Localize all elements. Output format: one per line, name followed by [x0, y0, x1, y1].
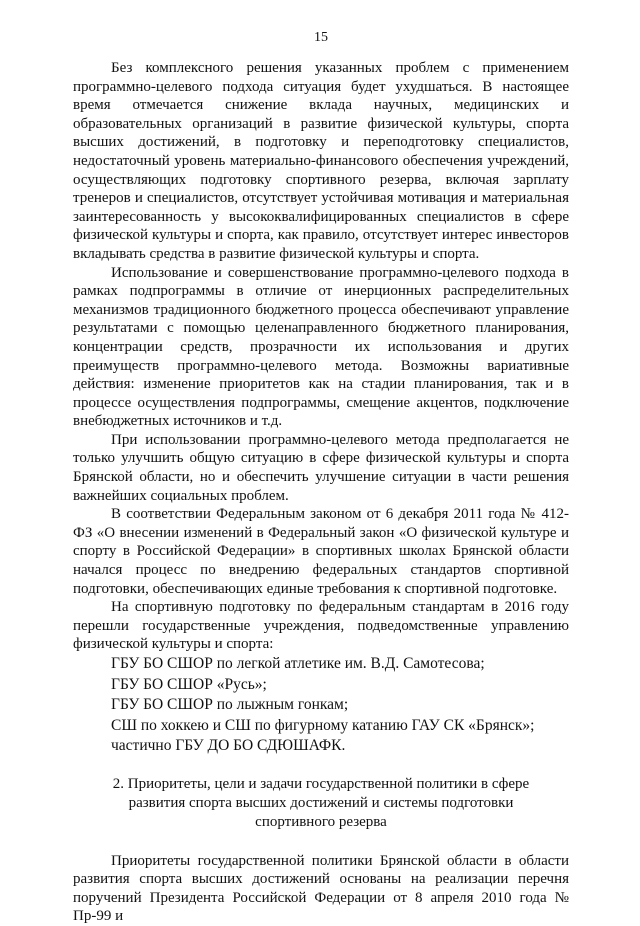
paragraph-problems: Без комплексного решения указанных проблем с применением программно-целевого подхода ситуация будет ухудшаться. В настоящее время отмечается снижение вклада научных, медицинских и образовательных организаций в развитие физической культуры, спорта высших достижений, в подготовку и переподготовку специалистов, недостаточный уровень материально-финансового обеспечения учреждений, осуществляющих подготовку спортивного резерва, включая зарплату тренеров и специалистов, отсутствует устойчивая мотивация и материальная заинтересованность у высококвалифицированных специалистов в сфере физической культуры и спорта, как правило, отсутствует интерес инвесторов вкладывать средства в развитие физической культуры и спорта. — [73, 60, 569, 262]
page-number: 15 — [314, 30, 328, 45]
paragraph-federal-standards: На спортивную подготовку по федеральным стандартам в 2016 году перешли государственные учреждения, подведомственные управлению физической культуры и спорта: — [73, 599, 569, 653]
list-item: ГБУ БО СШОР по легкой атлетике им. В.Д. Самотесова; — [111, 655, 485, 672]
list-item: частично ГБУ ДО БО СДЮШАФК. — [111, 737, 346, 754]
section-heading-line: спортивного резерва — [255, 813, 387, 830]
list-item: СШ по хоккею и СШ по фигурному катанию ГАУ СК «Брянск»; — [111, 716, 535, 734]
document-body — [73, 59, 569, 926]
institutions-list — [73, 654, 569, 757]
document-page — [73, 0, 569, 925]
list-item: ГБУ БО СШОР «Русь»; — [111, 675, 267, 693]
section-heading-line: развития спорта высших достижений и системы подготовки — [128, 794, 514, 811]
paragraph-program-approach: Использование и совершенствование программно-целевого подхода в рамках подпрограммы в отличие от инерционных распределительных механизмов традиционного бюджетного процесса обеспечивают управление результатами с помощью целенаправленного бюджетного планирования, концентрации средств, прозрачности их использования и других преимуществ программно-целевого метода. Возможны вариативные действия: изменение приоритетов как на стадии планирования, так и в процессе осуществления подпрограммы, смещение акцентов, подключение внебюджетных источников и т.д. — [73, 264, 569, 430]
paragraph-program-method: При использовании программно-целевого метода предполагается не только улучшить общую ситуацию в сфере физической культуры и спорта Брянской области, но и обеспечить улучшение ситуации в части решения важнейших социальных проблем. — [73, 431, 569, 504]
list-item: ГБУ БО СШОР по лыжным гонкам; — [111, 696, 349, 713]
section-heading — [73, 775, 569, 832]
paragraph-priorities: Приоритеты государственной политики Брянской области в области развития спорта высших достижений основаны на реализации перечня поручений Президента Российской Федерации от 8 апреля 2010 года № Пр-99 и — [73, 852, 569, 925]
paragraph-federal-law: В соответствии Федеральным законом от 6 декабря 2011 года № 412-ФЗ «О внесении изменений в Федеральный закон «О физической культуре и спорту в Российской Федерации» в спортивных школах Брянской области начался процесс по внедрению федеральных стандартов спортивной подготовки, обеспечивающих единые требования к спортивной подготовке. — [73, 506, 569, 597]
section-heading-line: 2. Приоритеты, цели и задачи государственной политики в сфере — [112, 775, 530, 792]
